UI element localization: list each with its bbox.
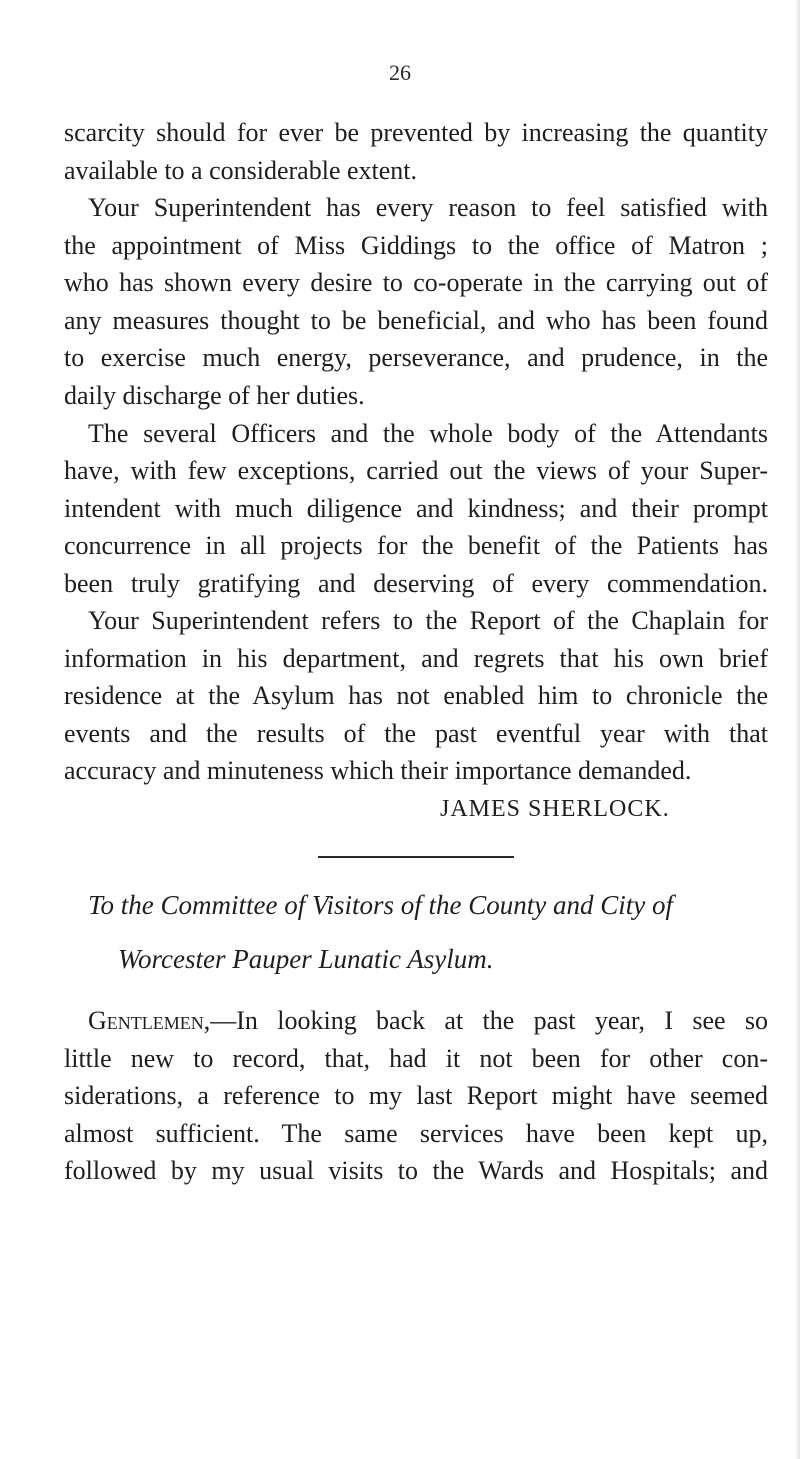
page-number: 26 — [389, 60, 411, 85]
text-line: available to a considerable extent. — [64, 156, 418, 185]
text-line: concurrence in all projects for the benefit of the Patients has — [64, 531, 768, 560]
text-line: residence at the Asylum has not enabled him to chronicle the — [64, 681, 768, 710]
section-divider — [318, 856, 514, 858]
signature: JAMES SHERLOCK. — [440, 796, 670, 822]
text-line: almost sufficient. The same services have been kept up, — [64, 1119, 768, 1148]
text-line: have, with few exceptions, carried out the views of your Super- — [64, 456, 768, 485]
page-edge-shadow — [795, 0, 800, 1459]
salutation: Gentlemen, — [88, 1006, 211, 1035]
text-line: daily discharge of her duties. — [64, 381, 365, 410]
text-line: any measures thought to be beneficial, and who has been found — [64, 306, 768, 335]
text-span: —In looking back at the past year, I see so — [210, 1006, 768, 1035]
text-line: scarcity should for ever be prevented by increasing the quantity — [64, 118, 768, 147]
text-line: intendent with much diligence and kindness; and their prompt — [64, 494, 768, 523]
text-line: The several Officers and the whole body of the Attendants — [88, 419, 768, 448]
text-line: accuracy and minuteness which their importance demanded. — [64, 756, 692, 785]
text-line: Your Superintendent has every reason to feel satisfied with — [88, 193, 768, 222]
text-line: who has shown every desire to co-operate in the carrying out of — [64, 268, 768, 297]
text-line: information in his department, and regrets that his own brief — [64, 644, 768, 673]
address-line: Worcester Pauper Lunatic Asylum. — [118, 944, 494, 974]
text-line: followed by my usual visits to the Wards and Hospitals; and — [64, 1156, 768, 1185]
text-line: Your Superintendent refers to the Report of the Chaplain for — [88, 606, 768, 635]
text-line: events and the results of the past eventful year with that — [64, 719, 768, 748]
address-line: To the Committee of Visitors of the County and City of — [88, 890, 673, 920]
text-line: been truly gratifying and deserving of every commendation. — [64, 569, 768, 598]
text-line: the appointment of Miss Giddings to the office of Matron ; — [64, 231, 768, 260]
text-line — [88, 1006, 768, 1036]
text-line: to exercise much energy, perseverance, and prudence, in the — [64, 343, 768, 372]
text-line: siderations, a reference to my last Report might have seemed — [64, 1081, 768, 1110]
text-line: little new to record, that, had it not been for other con- — [64, 1044, 768, 1073]
